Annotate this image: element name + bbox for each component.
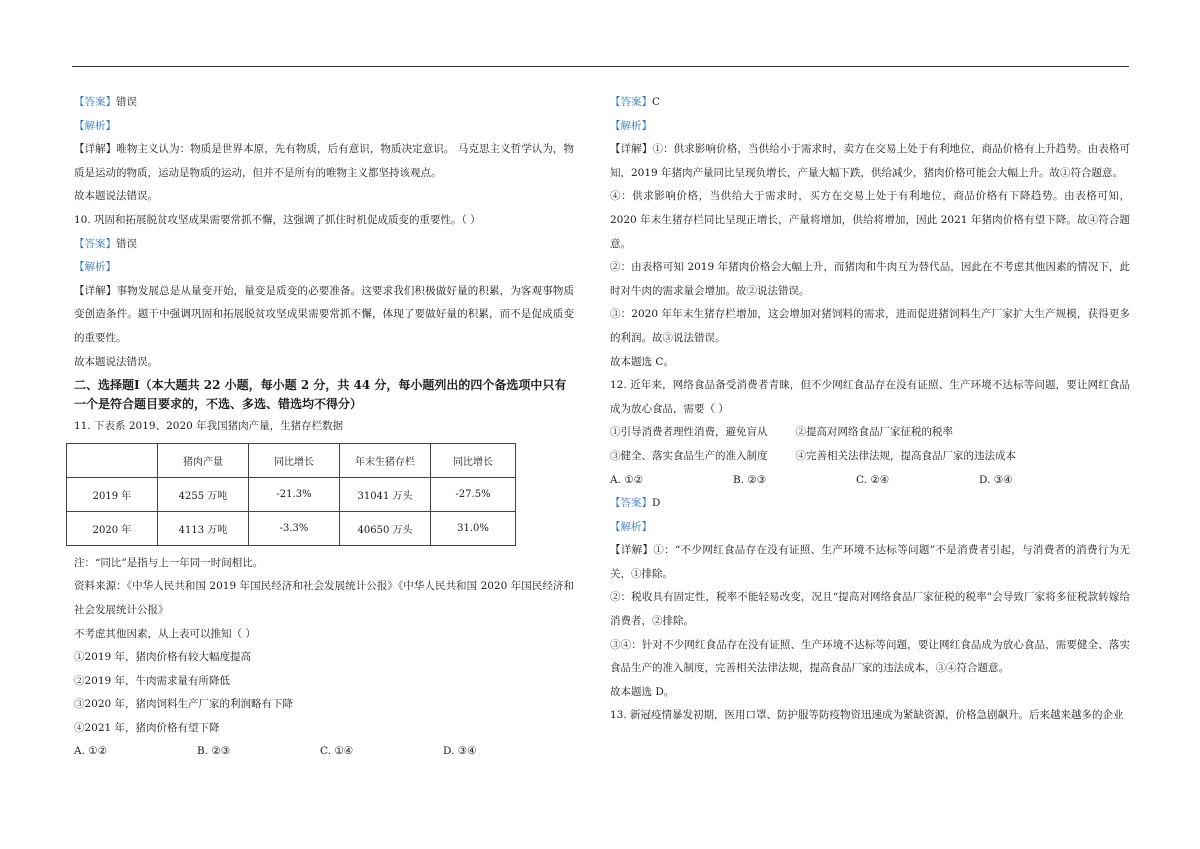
table-header-cell: 同比增长 — [249, 443, 340, 477]
answer-tag: 【解析】 — [610, 119, 652, 132]
text-line — [74, 256, 574, 280]
table-cell: 2019 年 — [67, 477, 158, 511]
table-cell: -3.3% — [249, 511, 340, 545]
text-line: ③2020 年，猪肉饲料生产厂家的利润略有下降 — [74, 698, 294, 711]
line-text: 故本题说法错误。 — [74, 190, 158, 203]
line-text: 故本题说法错误。 — [74, 355, 158, 368]
choice-3: ③健全、落实食品生产的准入制度 — [610, 449, 768, 462]
line-text: D — [652, 497, 661, 510]
option-b: B. ②③ — [197, 745, 231, 758]
table-header-cell: 同比增长 — [431, 443, 516, 477]
answer-tag: 【答案】 — [610, 96, 652, 108]
choice-1: ①引导消费者理性消费，避免盲从 — [610, 426, 768, 439]
table-cell: 31041 万头 — [340, 477, 431, 511]
header-rule — [72, 66, 1129, 67]
choice-2: ②提高对网络食品厂家征税的税率 — [795, 426, 953, 439]
table-row — [67, 511, 516, 545]
line-text: ②：税收具有固定性，税率不能轻易改变，况且“提高对网络食品厂家征税的税率”会导致厂家将多征税款转嫁给消费者，②排除。 — [610, 591, 1130, 628]
text-line: ②2019 年，牛肉需求量有所降低 — [74, 674, 231, 687]
table-cell: 2020 年 — [67, 511, 158, 545]
text-line — [610, 351, 1130, 375]
line-text: 故本题选 D。 — [610, 685, 675, 698]
text-line — [610, 256, 1130, 303]
choice-row — [610, 445, 1130, 469]
text-line — [74, 351, 574, 375]
text-line — [610, 374, 1130, 421]
text-line — [74, 91, 574, 115]
line-text: 10. 巩固和拓展脱贫攻坚成果需要常抓不懈，这强调了抓住时机促成质变的重要性。（ ） — [74, 213, 481, 226]
text-line — [610, 516, 1130, 540]
text-line — [610, 115, 1130, 139]
question-12-options — [610, 469, 1130, 493]
answer-tag: 【解析】 — [74, 261, 116, 274]
text-line — [74, 115, 574, 139]
table-header-cell: 猪肉产量 — [158, 443, 249, 477]
table-header-cell: 年末生猪存栏 — [340, 443, 431, 477]
text-line — [74, 138, 574, 185]
line-text: C — [652, 96, 661, 108]
line-text: ③：2020 年年末生猪存栏增加，这会增加对猪饲料的需求，进而促进猪饲料生产厂家扩大生产规模，获得更多的利润。故③说法错误。 — [610, 308, 1130, 344]
left-column — [74, 91, 574, 764]
section-heading: 二、选择题Ⅰ（本大题共 22 小题，每小题 2 分，共 44 分，每小题列出的四个备选项中只有一个是符合题目要求的，不选、多选、错选均不得分） — [74, 378, 567, 412]
table-header-row — [67, 443, 516, 477]
choice-row — [610, 421, 1130, 445]
answer-tag: 【答案】 — [74, 237, 116, 250]
table-cell: 40650 万头 — [340, 511, 431, 545]
text-line: ①2019 年，猪肉价格有较大幅度提高 — [74, 651, 252, 664]
choice-4: ④完善相关法律法规，提高食品厂家的违法成本 — [795, 449, 1016, 462]
line-text: 故本题选 C。 — [610, 355, 674, 368]
text-line — [74, 233, 574, 257]
line-text: 13. 新冠疫情暴发初期，医用口罩、防护服等防疫物资迅速成为紧缺资源，价格急剧飙升。后来越来越多的企业 — [610, 709, 1124, 722]
option-c: C. ②④ — [856, 473, 890, 486]
line-text: 【详解】①：供求影响价格，当供给小于需求时，卖方在交易上处于有利地位，商品价格有上升趋势。由表格可知，2019 年猪肉产量同比呈现负增长，产量大幅下跌，供给减少，猪肉价格可能会大幅上升。故①符合题意。 — [610, 143, 1130, 179]
table-row — [67, 477, 516, 511]
text-line — [74, 209, 574, 233]
right-column — [610, 91, 1130, 728]
table-cell: -21.3% — [249, 477, 340, 511]
line-text: 【详解】唯物主义认为：物质是世界本原，先有物质，后有意识，物质决定意识。 马克思主义哲学认为，物质是运动的物质，运动是物质的运动，但并不是所有的唯物主义都坚持该观点。 — [74, 143, 574, 179]
text-line: ④2021 年，猪肉价格有望下降 — [74, 721, 220, 734]
text-line — [74, 185, 574, 209]
table-header-cell — [67, 443, 158, 477]
option-b: B. ②③ — [733, 473, 767, 486]
line-text: 【详解】①：“不少网红食品存在没有证照、生产环境不达标等问题”不是消费者引起，与消费者的消费行为无关，①排除。 — [610, 544, 1130, 580]
option-a: A. ①② — [610, 473, 644, 486]
text-line: 注：“同比”是指与上一年同一时间相比。 — [74, 556, 264, 569]
line-text: ③④：针对不少网红食品存在没有证照、生产环境不达标等问题，要让网红食品成为放心食品，需要健全、落实食品生产的准入制度，完善相关法律法规，提高食品厂家的违法成本，③④符合题意。 — [610, 638, 1130, 675]
answer-tag: 【答案】 — [74, 96, 116, 108]
option-d: D. ③④ — [443, 745, 477, 758]
line-text: ④：供求影响价格，当供给大于需求时，买方在交易上处于有利地位，商品价格有下降趋势。由表格可知，2020 年末生猪存栏同比呈现正增长，产量将增加，供给将增加，因此 2021 年猪肉价格有望下降。故④符合题意。 — [610, 190, 1130, 250]
text-line — [610, 185, 1130, 256]
line-text: 错误 — [116, 96, 137, 108]
question-11-stem: 11. 下表系 2019、2020 年我国猪肉产量，生猪存栏数据 — [74, 420, 344, 433]
line-text: 错误 — [116, 237, 137, 250]
table-cell: 4113 万吨 — [158, 511, 249, 545]
table-cell: -27.5% — [431, 477, 516, 511]
option-d: D. ③④ — [979, 473, 1013, 486]
table-cell: 4255 万吨 — [158, 477, 249, 511]
text-line — [74, 280, 574, 351]
text-line — [610, 91, 1130, 115]
line-text: 12. 近年来，网络食品备受消费者青睐，但不少网红食品存在没有证照、生产环境不达标等问题，要让网红食品成为放心食品，需要（ ） — [610, 379, 1130, 415]
text-line — [610, 634, 1130, 681]
table-cell: 31.0% — [431, 511, 516, 545]
option-a: A. ①② — [74, 745, 108, 758]
text-line — [610, 704, 1130, 728]
pork-data-table — [66, 443, 516, 546]
text-line: 不考虑其他因素，从上表可以推知（ ） — [74, 627, 256, 640]
option-c: C. ①④ — [320, 745, 354, 758]
text-line — [610, 539, 1130, 586]
line-text: ②：由表格可知 2019 年猪肉价格会大幅上升，而猪肉和牛肉互为替代品，因此在不考虑其他因素的情况下，此时对牛肉的需求量会增加。故②说法错误。 — [610, 261, 1130, 297]
answer-tag: 【解析】 — [610, 520, 652, 533]
text-line — [610, 492, 1130, 516]
text-line — [610, 586, 1130, 633]
line-text: 【详解】事物发展总是从量变开始，量变是质变的必要准备。这要求我们积极做好量的积累，为客观事物质变创造条件。题干中强调巩固和拓展脱贫攻坚成果需要常抓不懈，体现了要做好量的积累，而不是促成质变的重要性。 — [74, 284, 574, 344]
question-11-options — [74, 740, 574, 764]
text-line — [610, 681, 1130, 705]
answer-tag: 【解析】 — [74, 119, 116, 132]
text-line — [610, 138, 1130, 185]
text-line: 资料来源：《中华人民共和国 2019 年国民经济和社会发展统计公报》《中华人民共和国 2020 年国民经济和社会发展统计公报》 — [74, 580, 574, 616]
text-line — [610, 303, 1130, 350]
answer-tag: 【答案】 — [610, 497, 652, 510]
